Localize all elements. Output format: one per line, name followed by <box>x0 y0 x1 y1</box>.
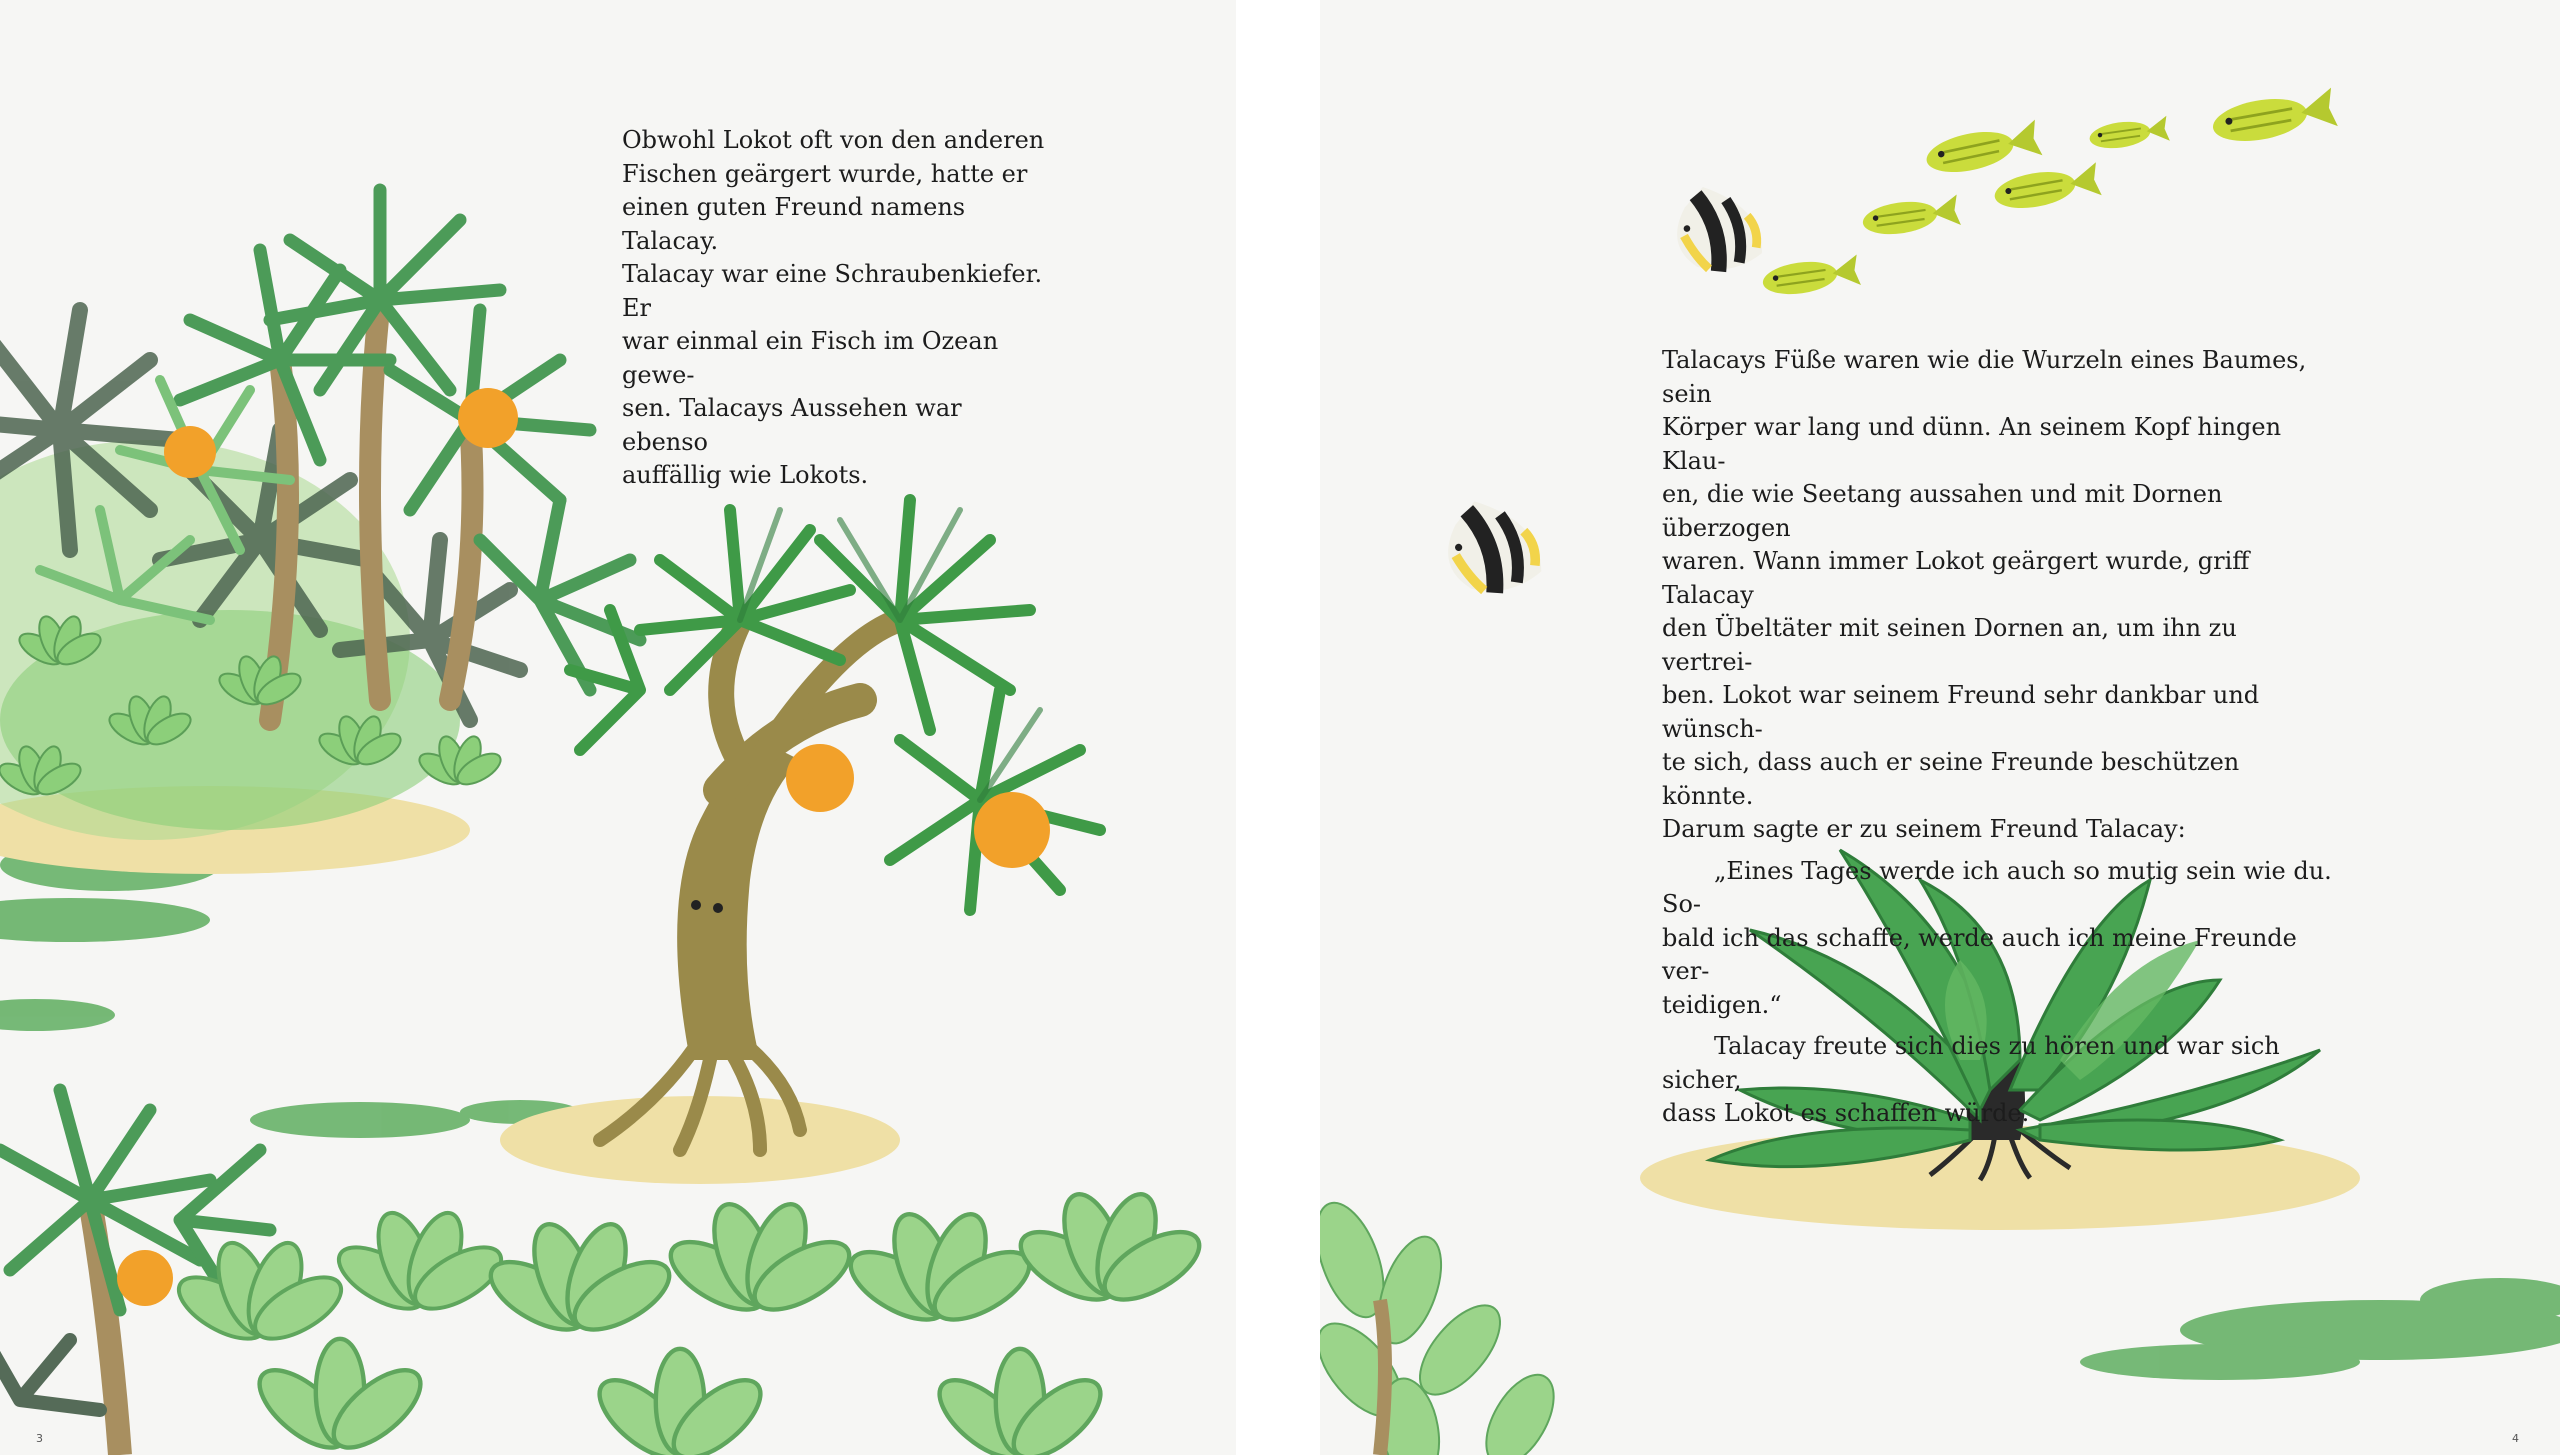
text-line: auffällig wie Lokots. <box>622 461 869 489</box>
text-line: en, die wie Seetang aussahen und mit Dornen überzogen <box>1662 480 2223 542</box>
quote-paragraph <box>1662 855 2332 1023</box>
talacay-tree <box>570 500 1100 1150</box>
left-shrubs <box>0 190 640 840</box>
left-paragraph <box>622 124 1054 493</box>
text-line: Darum sagte er zu seinem Freund Talacay: <box>1662 815 2186 843</box>
text-line: den Übeltäter mit seinen Dornen an, um ihn zu vertrei- <box>1662 614 2237 676</box>
closing-paragraph <box>1662 1030 2332 1131</box>
banner-fish-top <box>1668 177 1766 278</box>
banner-fish-middle <box>1437 489 1546 601</box>
page-number-right: 4 <box>2512 1432 2519 1445</box>
text-line: war einmal ein Fisch im Ozean gewe- <box>622 327 999 389</box>
right-page <box>1320 0 2560 1455</box>
text-line: ben. Lokot war seinem Freund sehr dankbar und wünsch- <box>1662 681 2260 743</box>
text-line: Obwohl Lokot oft von den anderen <box>622 126 1045 154</box>
foreground-succulents-right <box>1320 1194 1568 1455</box>
text-line: „Eines Tages werde ich auch so mutig sein wie du. So- <box>1662 856 2332 918</box>
ground-patches <box>0 839 580 1138</box>
left-page <box>0 0 1236 1455</box>
right-text-block <box>1662 344 2332 1131</box>
foreground-succulents <box>169 1187 1209 1455</box>
text-line: waren. Wann immer Lokot geärgert wurde, griff Talacay <box>1662 547 2250 609</box>
page-number-left: 3 <box>36 1432 43 1445</box>
text-line: teidigen.“ <box>1662 990 1782 1019</box>
text-line: Talacay freute sich dies zu hören und war sich sicher, <box>1662 1032 2280 1094</box>
ground-patch-right <box>2080 1278 2560 1380</box>
text-line: Talacay war eine Schraubenkiefer. Er <box>622 260 1043 322</box>
text-line: Talacays Füße waren wie die Wurzeln eines Baumes, sein <box>1662 346 2307 408</box>
text-line: sen. Talacays Aussehen war ebenso <box>622 394 962 456</box>
right-paragraph-1 <box>1662 344 2332 847</box>
text-line: dass Lokot es schaffen würde. <box>1662 1099 2030 1127</box>
text-line: einen guten Freund namens Talacay. <box>622 193 966 255</box>
text-line: Körper war lang und dünn. An seinem Kopf hingen Klau- <box>1662 413 2282 475</box>
text-line: Fischen geärgert wurde, hatte er <box>622 159 1028 188</box>
yellow-fish-school <box>1761 88 2338 299</box>
text-line: bald ich das schaffe, werde auch ich meine Freunde ver- <box>1662 923 2297 985</box>
text-line: te sich, dass auch er seine Freunde beschützen könnte. <box>1662 748 2240 810</box>
